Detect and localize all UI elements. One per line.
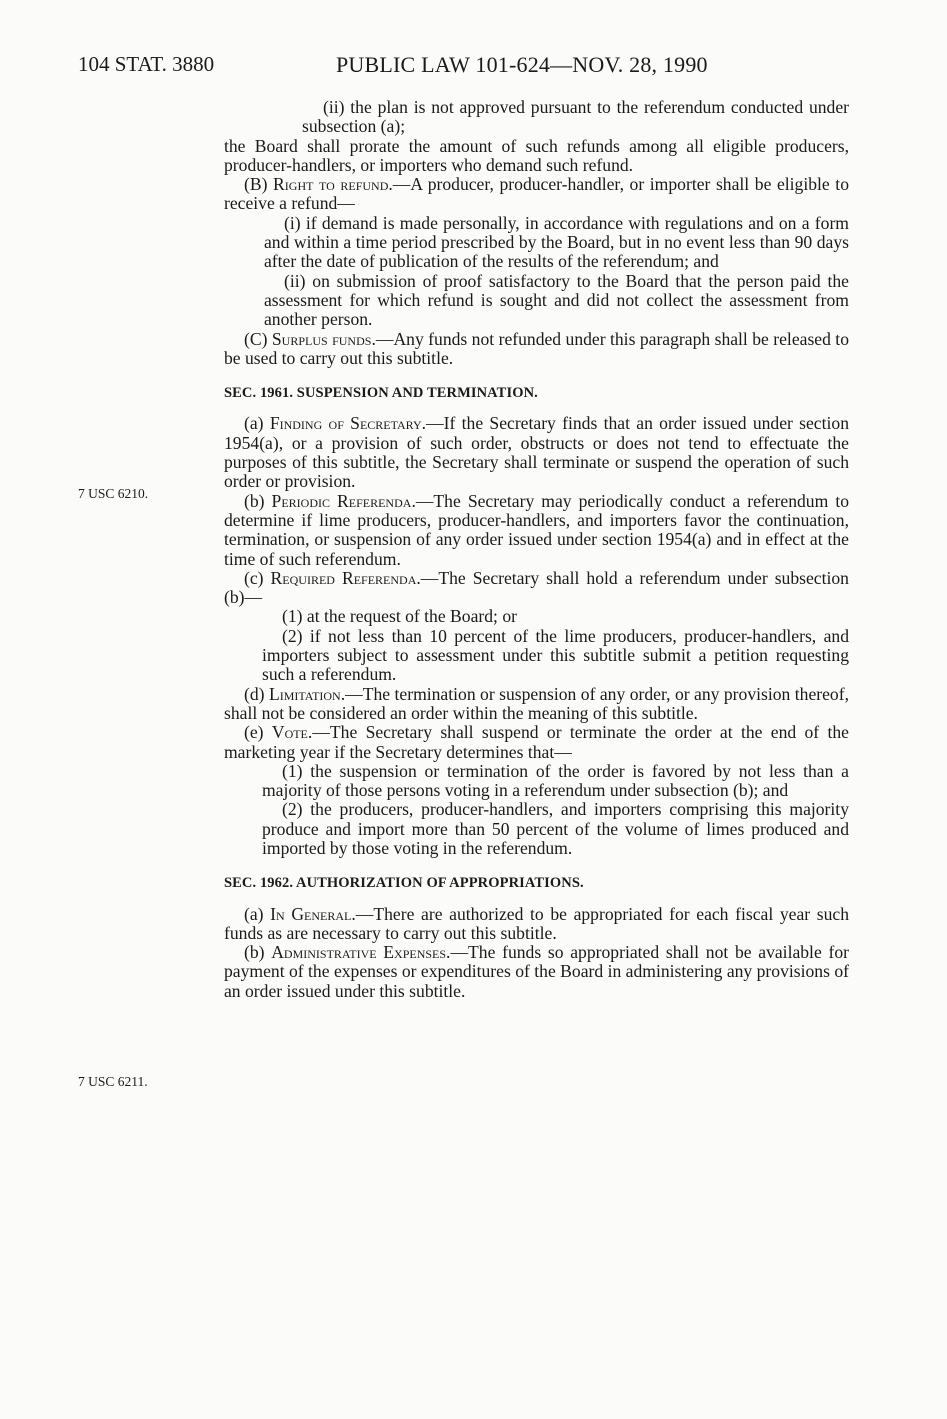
subsection-label: (d) [244,683,269,704]
sec1961-e-paragraph-1: (1) the suspension or termination of the order is favored by not less than a majority of those persons voting in a referendum under subsection (b); and [262,760,849,801]
subsection-heading: Required Referenda [270,567,417,588]
subsection-text: .—The funds so appropriated shall not be available for payment of the expenses or expenditures of the Board in administering any provisions of an order issued under this subtitle. [224,942,849,1001]
paragraph-text: .—Any funds not refunded under this paragraph shall be released to be used to carry out this subtitle. [224,328,849,368]
subsection-label: (a) [244,413,270,434]
subsection-text: .—If the Secretary finds that an order issued under section 1954(a), or a provision of such order, obstructs or does not tend to effectuate the purposes of this subtitle, the Secretary shall terminate or suspend the operation of such order or provision. [224,413,849,492]
subsection-text: .—The termination or suspension of any order, or any provision thereof, shall not be considered an order within the meaning of this subtitle. [224,683,849,723]
subsection-text: .—The Secretary may periodically conduct a referendum to determine if lime producers, producer-handlers, and importers favor the continuation, termination, or suspension of any order issued under section 1954(a) and in effect at the time of such referendum. [224,490,850,569]
section-1961-heading: SEC. 1961. SUSPENSION AND TERMINATION. [224,385,538,402]
statute-page-number: 104 STAT. 3880 [78,52,215,76]
subsection-label: (b) [244,942,272,963]
refund-clause-ii: (ii) the plan is not approved pursuant to the referendum conducted under subsection (a); [302,97,849,137]
sec1961-subsection-b [224,492,849,569]
sec1961-subsection-c [224,569,849,608]
sec1962-subsection-b [224,943,849,1001]
sec1961-subsection-d [224,685,849,724]
subsection-heading: Vote [271,722,308,743]
refund-paragraph-c [224,330,849,369]
refund-clause-b-ii: (ii) on submission of proof satisfactory to the Board that the person paid the assessment for which refund is sought and did not collect the assessment from another person. [264,270,849,330]
paragraph-label: (C) [244,328,272,349]
sec1961-e-paragraph-2: (2) the producers, producer-handlers, and importers comprising this majority produce and import more than 50 percent of the volume of limes produced and imported by those voting in the referendum. [262,799,849,858]
paragraph-text: .—A producer, producer-handler, or importer shall be eligible to receive a refund— [224,174,849,214]
refund-paragraph-b [224,175,849,214]
sec1962-subsection-a [224,905,849,944]
subsection-heading: In General [270,903,352,924]
subsection-heading: Periodic Referenda [271,490,412,511]
subsection-heading: Administrative Expenses [271,942,447,963]
subsection-label: (c) [244,567,271,588]
sec1961-c-paragraph-2: (2) if not less than 10 percent of the lime producers, producer-handlers, and importers subject to assessment under this subtitle submit a petition requesting such a referendum. [262,625,849,685]
document-body [224,98,849,1001]
paragraph-heading: Surplus funds [271,328,372,349]
subsection-heading: Limitation [268,683,341,704]
refund-clause-b-i: (i) if demand is made personally, in accordance with regulations and on a form and within a time period prescribed by the Board, but in no event less than 90 days after the date of publication of the results of the referendum; and [264,212,849,272]
margin-note-usc-6210: 7 USC 6210. [78,486,149,501]
paragraph-heading: Right to refund [273,174,389,195]
sec1961-subsection-e [224,723,849,762]
subsection-label: (a) [244,903,271,924]
section-1962-heading: SEC. 1962. AUTHORIZATION OF APPROPRIATIONS. [224,875,584,892]
subsection-text: .—The Secretary shall hold a referendum under subsection (b)— [224,567,849,608]
subsection-heading: Finding of Secretary [269,413,422,434]
running-head-title: PUBLIC LAW 101-624—NOV. 28, 1990 [336,52,708,77]
refund-prorate-paragraph: the Board shall prorate the amount of such refunds among all eligible producers, producer-handlers, or importers who demand such refund. [224,135,849,175]
margin-note-usc-6211: 7 USC 6211. [78,1074,148,1089]
paragraph-label: (B) [244,174,274,195]
sec1961-c-paragraph-1: (1) at the request of the Board; or [282,606,517,627]
subsection-label: (b) [244,490,272,511]
subsection-text: .—The Secretary shall suspend or terminate the order at the end of the marketing year if the Secretary determines that— [224,722,849,762]
sec1961-subsection-a [224,414,849,491]
subsection-text: .—There are authorized to be appropriated for each fiscal year such funds as are necessary to carry out this subtitle. [224,903,849,943]
subsection-label: (e) [244,722,272,743]
